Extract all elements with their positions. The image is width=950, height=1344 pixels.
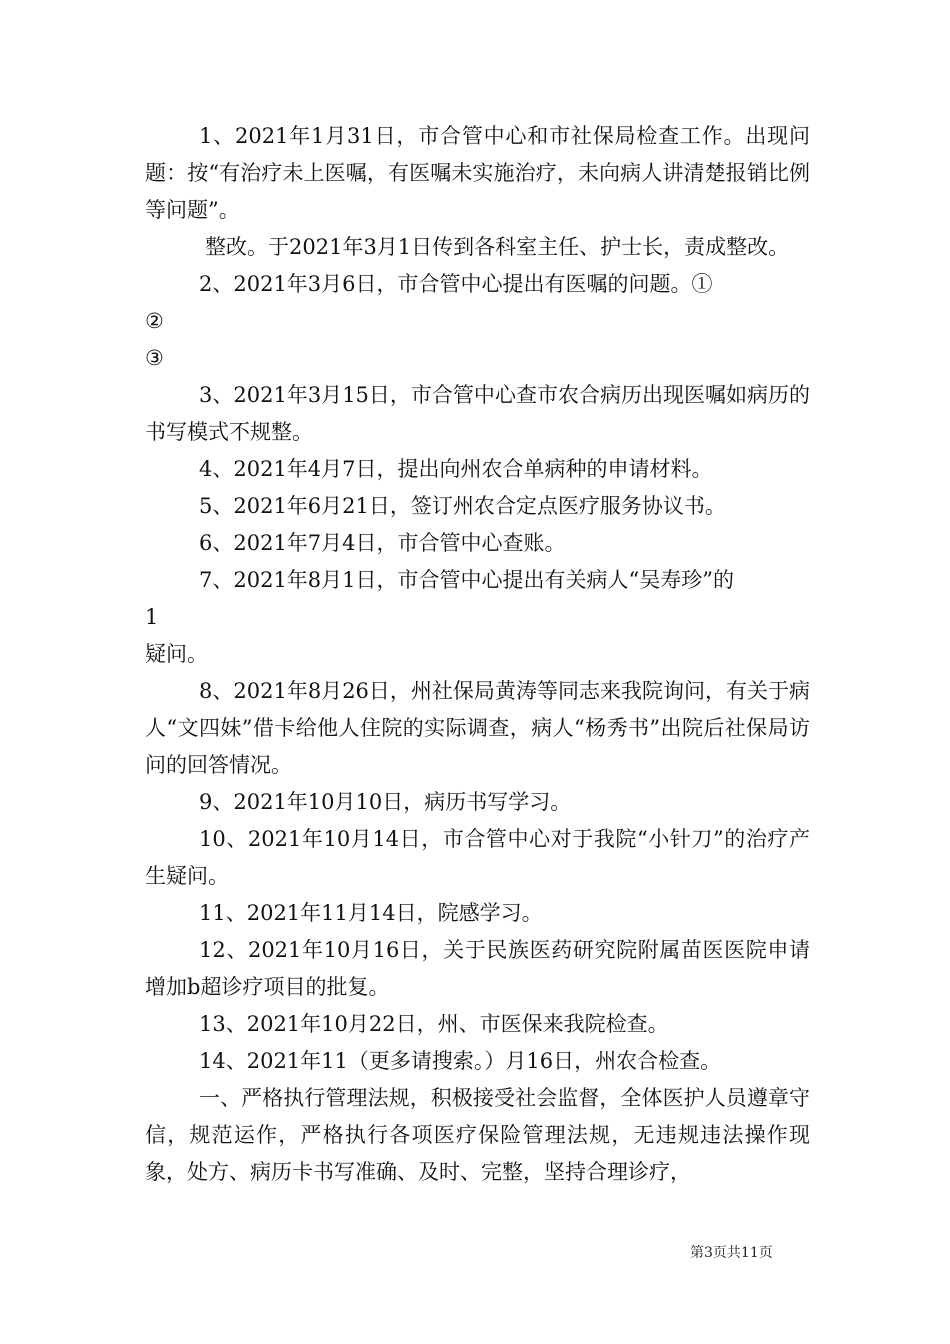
paragraph-14: 14、2021年11（更多请搜索。）月16日，州农合检查。	[199, 1049, 722, 1073]
paragraph-7: 7、2021年8月1日，市合管中心提出有关病人“吴寿珍”的	[199, 568, 734, 592]
paragraph-12: 12、2021年10月16日，关于民族医药研究院附属苗医医院申请增加b超诊疗项目的批复。	[145, 938, 810, 999]
document-body	[145, 118, 810, 1191]
circled-marker-2: ②	[145, 309, 164, 333]
paragraph-11: 11、2021年11月14日，院感学习。	[199, 901, 543, 925]
paragraph-13: 13、2021年10月22日，州、市医保来我院检查。	[199, 1012, 669, 1036]
paragraph-3: 3、2021年3月15日，市合管中心查市农合病历出现医嘱如病历的书写模式不规整。	[145, 383, 810, 444]
paragraph-section-one: 一、严格执行管理法规，积极接受社会监督，全体医护人员遵章守信，规范运作，严格执行各项医疗保险管理法规，无违规违法操作现象，处方、病历卡书写准确、及时、完整，坚持合理诊疗，	[145, 1086, 810, 1184]
circled-marker-3: ③	[145, 346, 164, 370]
paragraph-1: 1、2021年1月31日，市合管中心和市社保局检查工作。出现问题：按“有治疗未上医嘱，有医嘱未实施治疗，未向病人讲清楚报销比例等问题”。	[145, 124, 810, 222]
paragraph-rectification: 整改。于2021年3月1日传到各科室主任、护士长，责成整改。	[205, 235, 790, 259]
paragraph-6: 6、2021年7月4日，市合管中心查账。	[199, 531, 566, 555]
paragraph-7-continuation: 疑问。	[145, 642, 208, 666]
page-footer: 第3页共11页	[690, 1245, 773, 1261]
paragraph-9: 9、2021年10月10日，病历书写学习。	[199, 790, 572, 814]
paragraph-4: 4、2021年4月7日，提出向州农合单病种的申请材料。	[199, 457, 713, 481]
paragraph-2: 2、2021年3月6日，市合管中心提出有医嘱的问题。①	[199, 272, 713, 296]
paragraph-8: 8、2021年8月26日，州社保局黄涛等同志来我院询问，有关于病人“文四妹”借卡给他人住院的实际调查，病人“杨秀书”出院后社保局访问的回答情况。	[145, 679, 810, 777]
paragraph-10: 10、2021年10月14日，市合管中心对于我院“小针刀”的治疗产生疑问。	[145, 827, 810, 888]
paragraph-5: 5、2021年6月21日，签订州农合定点医疗服务协议书。	[199, 494, 726, 518]
stray-page-number: 1	[145, 605, 159, 629]
